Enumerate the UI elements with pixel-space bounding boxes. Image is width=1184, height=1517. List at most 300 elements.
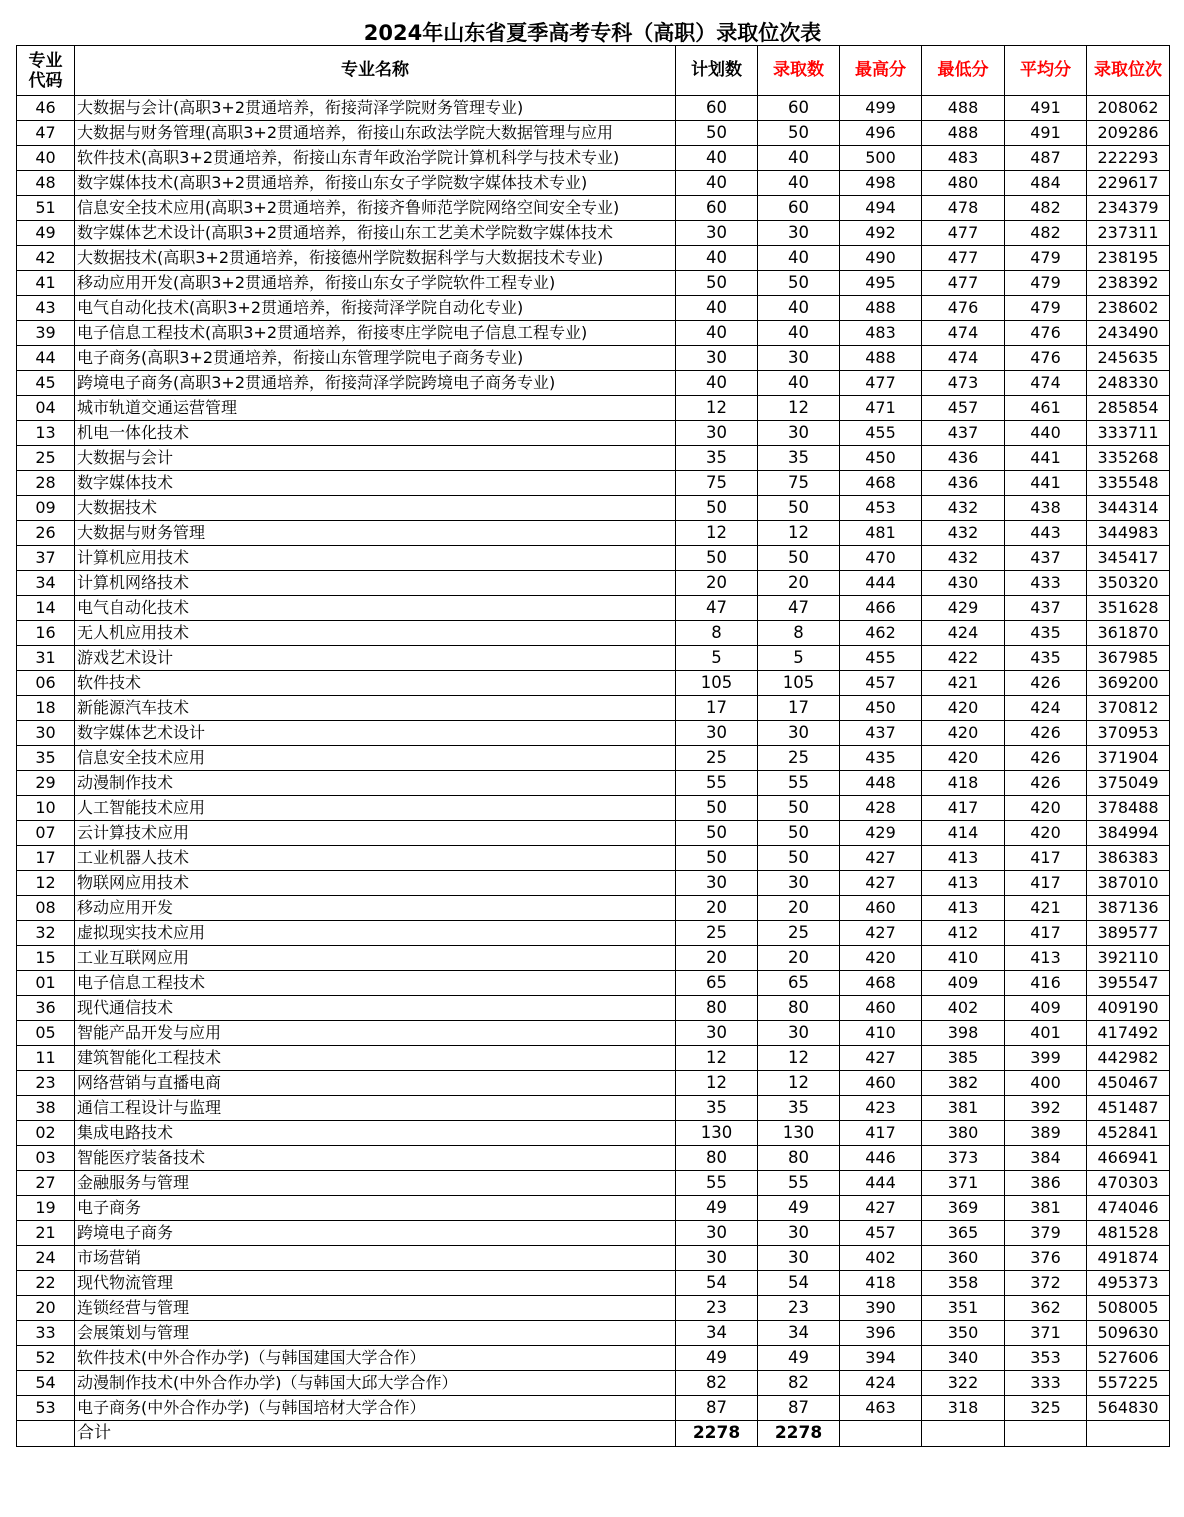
table-row (17, 121, 1170, 146)
name-cell: 数字媒体技术(高职3+2贯通培养，衔接山东女子学院数字媒体技术专业) (75, 171, 676, 196)
plan-cell: 50 (676, 546, 758, 571)
min-score-cell: 382 (922, 1071, 1005, 1096)
admitted-cell: 34 (758, 1321, 840, 1346)
min-score-cell: 436 (922, 471, 1005, 496)
table-row (17, 546, 1170, 571)
min-score-cell: 488 (922, 96, 1005, 121)
max-score-cell: 453 (840, 496, 922, 521)
max-score-cell: 448 (840, 771, 922, 796)
header-rank: 录取位次 (1087, 46, 1170, 96)
rank-cell: 238392 (1087, 271, 1170, 296)
total-label: 合计 (75, 1421, 676, 1447)
table-row (17, 271, 1170, 296)
plan-cell: 30 (676, 1221, 758, 1246)
avg-score-cell: 409 (1005, 996, 1087, 1021)
header-code-line1: 专业 (28, 50, 63, 71)
rank-cell: 229617 (1087, 171, 1170, 196)
avg-score-cell: 424 (1005, 696, 1087, 721)
code-cell: 03 (17, 1146, 75, 1171)
name-cell: 集成电路技术 (75, 1121, 676, 1146)
plan-cell: 30 (676, 221, 758, 246)
table-row (17, 446, 1170, 471)
min-score-cell: 474 (922, 321, 1005, 346)
name-cell: 物联网应用技术 (75, 871, 676, 896)
code-cell: 33 (17, 1321, 75, 1346)
max-score-cell: 477 (840, 371, 922, 396)
page-title: 2024年山东省夏季高考专科（高职）录取位次表 (363, 21, 822, 45)
min-score-cell: 358 (922, 1271, 1005, 1296)
max-score-cell: 455 (840, 421, 922, 446)
header-code-line2: 代码 (28, 70, 63, 91)
total-max-cell (840, 1421, 922, 1447)
max-score-cell: 427 (840, 871, 922, 896)
max-score-cell: 488 (840, 296, 922, 321)
min-score-cell: 432 (922, 546, 1005, 571)
min-score-cell: 373 (922, 1146, 1005, 1171)
table-row (17, 321, 1170, 346)
avg-score-cell: 479 (1005, 271, 1087, 296)
code-cell: 16 (17, 621, 75, 646)
rank-cell: 452841 (1087, 1121, 1170, 1146)
plan-cell: 80 (676, 1146, 758, 1171)
rank-cell: 350320 (1087, 571, 1170, 596)
max-score-cell: 468 (840, 971, 922, 996)
code-cell: 25 (17, 446, 75, 471)
plan-cell: 30 (676, 1021, 758, 1046)
avg-score-cell: 384 (1005, 1146, 1087, 1171)
admitted-cell: 12 (758, 1046, 840, 1071)
min-score-cell: 424 (922, 621, 1005, 646)
avg-score-cell: 441 (1005, 471, 1087, 496)
admitted-cell: 30 (758, 346, 840, 371)
min-score-cell: 351 (922, 1296, 1005, 1321)
plan-cell: 25 (676, 746, 758, 771)
admitted-cell: 25 (758, 746, 840, 771)
avg-score-cell: 482 (1005, 196, 1087, 221)
rank-cell: 470303 (1087, 1171, 1170, 1196)
table-row (17, 171, 1170, 196)
code-cell: 10 (17, 796, 75, 821)
header-code (17, 46, 75, 96)
code-cell: 13 (17, 421, 75, 446)
rank-cell: 345417 (1087, 546, 1170, 571)
plan-cell: 50 (676, 821, 758, 846)
name-cell: 移动应用开发 (75, 896, 676, 921)
max-score-cell: 490 (840, 246, 922, 271)
name-cell: 移动应用开发(高职3+2贯通培养，衔接山东女子学院软件工程专业) (75, 271, 676, 296)
admitted-cell: 35 (758, 446, 840, 471)
max-score-cell: 420 (840, 946, 922, 971)
code-cell: 54 (17, 1371, 75, 1396)
admitted-cell: 50 (758, 821, 840, 846)
code-cell: 52 (17, 1346, 75, 1371)
name-cell: 计算机应用技术 (75, 546, 676, 571)
max-score-cell: 424 (840, 1371, 922, 1396)
name-cell: 虚拟现实技术应用 (75, 921, 676, 946)
plan-cell: 40 (676, 171, 758, 196)
plan-cell: 12 (676, 1046, 758, 1071)
header-plan: 计划数 (676, 46, 758, 96)
plan-cell: 17 (676, 696, 758, 721)
code-cell: 38 (17, 1096, 75, 1121)
plan-cell: 55 (676, 771, 758, 796)
avg-score-cell: 333 (1005, 1371, 1087, 1396)
max-score-cell: 496 (840, 121, 922, 146)
admitted-cell: 80 (758, 996, 840, 1021)
name-cell: 动漫制作技术 (75, 771, 676, 796)
plan-cell: 12 (676, 521, 758, 546)
code-cell: 12 (17, 871, 75, 896)
admitted-cell: 55 (758, 1171, 840, 1196)
min-score-cell: 478 (922, 196, 1005, 221)
rank-cell: 392110 (1087, 946, 1170, 971)
rank-cell: 234379 (1087, 196, 1170, 221)
plan-cell: 34 (676, 1321, 758, 1346)
avg-score-cell: 482 (1005, 221, 1087, 246)
plan-cell: 23 (676, 1296, 758, 1321)
total-row (17, 1421, 1170, 1447)
plan-cell: 65 (676, 971, 758, 996)
table-row (17, 1296, 1170, 1321)
max-score-cell: 455 (840, 646, 922, 671)
code-cell: 49 (17, 221, 75, 246)
max-score-cell: 450 (840, 446, 922, 471)
code-cell: 11 (17, 1046, 75, 1071)
rank-cell: 450467 (1087, 1071, 1170, 1096)
rank-cell: 243490 (1087, 321, 1170, 346)
plan-cell: 8 (676, 621, 758, 646)
min-score-cell: 476 (922, 296, 1005, 321)
name-cell: 游戏艺术设计 (75, 646, 676, 671)
admitted-cell: 105 (758, 671, 840, 696)
min-score-cell: 457 (922, 396, 1005, 421)
rank-cell: 451487 (1087, 1096, 1170, 1121)
table-row (17, 1271, 1170, 1296)
table-row (17, 1246, 1170, 1271)
min-score-cell: 420 (922, 721, 1005, 746)
admitted-cell: 49 (758, 1346, 840, 1371)
name-cell: 智能医疗装备技术 (75, 1146, 676, 1171)
code-cell: 24 (17, 1246, 75, 1271)
plan-cell: 49 (676, 1346, 758, 1371)
min-score-cell: 488 (922, 121, 1005, 146)
max-score-cell: 410 (840, 1021, 922, 1046)
rank-cell: 527606 (1087, 1346, 1170, 1371)
name-cell: 数字媒体艺术设计(高职3+2贯通培养，衔接山东工艺美术学院数字媒体技术 (75, 221, 676, 246)
avg-score-cell: 379 (1005, 1221, 1087, 1246)
avg-score-cell: 441 (1005, 446, 1087, 471)
plan-cell: 30 (676, 721, 758, 746)
avg-score-cell: 443 (1005, 521, 1087, 546)
min-score-cell: 365 (922, 1221, 1005, 1246)
code-cell: 31 (17, 646, 75, 671)
table-row (17, 821, 1170, 846)
table-row (17, 996, 1170, 1021)
admitted-cell: 5 (758, 646, 840, 671)
admitted-cell: 75 (758, 471, 840, 496)
code-cell: 07 (17, 821, 75, 846)
max-score-cell: 444 (840, 571, 922, 596)
admitted-cell: 30 (758, 871, 840, 896)
min-score-cell: 371 (922, 1171, 1005, 1196)
max-score-cell: 499 (840, 96, 922, 121)
code-cell: 41 (17, 271, 75, 296)
admitted-cell: 12 (758, 521, 840, 546)
min-score-cell: 477 (922, 246, 1005, 271)
avg-score-cell: 386 (1005, 1171, 1087, 1196)
max-score-cell: 495 (840, 271, 922, 296)
rank-cell: 495373 (1087, 1271, 1170, 1296)
min-score-cell: 421 (922, 671, 1005, 696)
code-cell: 39 (17, 321, 75, 346)
code-cell: 42 (17, 246, 75, 271)
admitted-cell: 50 (758, 796, 840, 821)
admitted-cell: 20 (758, 571, 840, 596)
max-score-cell: 462 (840, 621, 922, 646)
avg-score-cell: 461 (1005, 396, 1087, 421)
avg-score-cell: 421 (1005, 896, 1087, 921)
admitted-cell: 60 (758, 196, 840, 221)
name-cell: 连锁经营与管理 (75, 1296, 676, 1321)
name-cell: 软件技术(高职3+2贯通培养，衔接山东青年政治学院计算机科学与技术专业) (75, 146, 676, 171)
max-score-cell: 494 (840, 196, 922, 221)
table-row (17, 96, 1170, 121)
admitted-cell: 20 (758, 946, 840, 971)
table-row (17, 946, 1170, 971)
table-row (17, 921, 1170, 946)
plan-cell: 105 (676, 671, 758, 696)
min-score-cell: 420 (922, 746, 1005, 771)
max-score-cell: 427 (840, 921, 922, 946)
rank-cell: 466941 (1087, 1146, 1170, 1171)
name-cell: 电子信息工程技术(高职3+2贯通培养，衔接枣庄学院电子信息工程专业) (75, 321, 676, 346)
table-row (17, 421, 1170, 446)
code-cell: 27 (17, 1171, 75, 1196)
code-cell: 01 (17, 971, 75, 996)
name-cell: 市场营销 (75, 1246, 676, 1271)
name-cell: 人工智能技术应用 (75, 796, 676, 821)
max-score-cell: 468 (840, 471, 922, 496)
plan-cell: 82 (676, 1371, 758, 1396)
min-score-cell: 420 (922, 696, 1005, 721)
max-score-cell: 427 (840, 846, 922, 871)
avg-score-cell: 479 (1005, 296, 1087, 321)
avg-score-cell: 420 (1005, 796, 1087, 821)
name-cell: 信息安全技术应用 (75, 746, 676, 771)
min-score-cell: 360 (922, 1246, 1005, 1271)
avg-score-cell: 435 (1005, 646, 1087, 671)
table-row (17, 771, 1170, 796)
avg-score-cell: 426 (1005, 746, 1087, 771)
name-cell: 工业机器人技术 (75, 846, 676, 871)
avg-score-cell: 438 (1005, 496, 1087, 521)
min-score-cell: 385 (922, 1046, 1005, 1071)
name-cell: 电子商务(高职3+2贯通培养，衔接山东管理学院电子商务专业) (75, 346, 676, 371)
name-cell: 建筑智能化工程技术 (75, 1046, 676, 1071)
name-cell: 软件技术 (75, 671, 676, 696)
code-cell: 05 (17, 1021, 75, 1046)
plan-cell: 54 (676, 1271, 758, 1296)
min-score-cell: 413 (922, 896, 1005, 921)
max-score-cell: 417 (840, 1121, 922, 1146)
table-row (17, 1396, 1170, 1421)
code-cell: 26 (17, 521, 75, 546)
avg-score-cell: 474 (1005, 371, 1087, 396)
rank-cell: 237311 (1087, 221, 1170, 246)
avg-score-cell: 376 (1005, 1246, 1087, 1271)
table-row (17, 496, 1170, 521)
total-code-cell (17, 1421, 75, 1447)
min-score-cell: 322 (922, 1371, 1005, 1396)
name-cell: 工业互联网应用 (75, 946, 676, 971)
avg-score-cell: 389 (1005, 1121, 1087, 1146)
avg-score-cell: 491 (1005, 96, 1087, 121)
min-score-cell: 437 (922, 421, 1005, 446)
rank-cell: 442982 (1087, 1046, 1170, 1071)
admitted-cell: 8 (758, 621, 840, 646)
table-row (17, 796, 1170, 821)
rank-cell: 386383 (1087, 846, 1170, 871)
table-row (17, 1221, 1170, 1246)
rank-cell: 417492 (1087, 1021, 1170, 1046)
table-row (17, 971, 1170, 996)
plan-cell: 130 (676, 1121, 758, 1146)
code-cell: 30 (17, 721, 75, 746)
max-score-cell: 500 (840, 146, 922, 171)
max-score-cell: 402 (840, 1246, 922, 1271)
rank-cell: 335268 (1087, 446, 1170, 471)
rank-cell: 387136 (1087, 896, 1170, 921)
table-row (17, 146, 1170, 171)
code-cell: 06 (17, 671, 75, 696)
avg-score-cell: 401 (1005, 1021, 1087, 1046)
code-cell: 28 (17, 471, 75, 496)
min-score-cell: 409 (922, 971, 1005, 996)
name-cell: 动漫制作技术(中外合作办学)（与韩国大邱大学合作） (75, 1371, 676, 1396)
avg-score-cell: 476 (1005, 346, 1087, 371)
total-rank-cell (1087, 1421, 1170, 1447)
max-score-cell: 428 (840, 796, 922, 821)
admitted-cell: 130 (758, 1121, 840, 1146)
avg-score-cell: 487 (1005, 146, 1087, 171)
admitted-cell: 40 (758, 296, 840, 321)
code-cell: 09 (17, 496, 75, 521)
plan-cell: 40 (676, 246, 758, 271)
name-cell: 大数据与财务管理(高职3+2贯通培养，衔接山东政法学院大数据管理与应用 (75, 121, 676, 146)
max-score-cell: 460 (840, 896, 922, 921)
rank-cell: 245635 (1087, 346, 1170, 371)
rank-cell: 378488 (1087, 796, 1170, 821)
name-cell: 现代物流管理 (75, 1271, 676, 1296)
name-cell: 计算机网络技术 (75, 571, 676, 596)
name-cell: 云计算技术应用 (75, 821, 676, 846)
rank-cell: 344314 (1087, 496, 1170, 521)
name-cell: 大数据与会计 (75, 446, 676, 471)
total-plan: 2278 (676, 1421, 758, 1447)
code-cell: 46 (17, 96, 75, 121)
code-cell: 08 (17, 896, 75, 921)
plan-cell: 30 (676, 871, 758, 896)
min-score-cell: 477 (922, 221, 1005, 246)
code-cell: 14 (17, 596, 75, 621)
rank-cell: 222293 (1087, 146, 1170, 171)
code-cell: 53 (17, 1396, 75, 1421)
rank-cell: 387010 (1087, 871, 1170, 896)
rank-cell: 371904 (1087, 746, 1170, 771)
min-score-cell: 350 (922, 1321, 1005, 1346)
code-cell: 47 (17, 121, 75, 146)
name-cell: 现代通信技术 (75, 996, 676, 1021)
admitted-cell: 30 (758, 1246, 840, 1271)
rank-cell: 238195 (1087, 246, 1170, 271)
admitted-cell: 23 (758, 1296, 840, 1321)
avg-score-cell: 353 (1005, 1346, 1087, 1371)
admitted-cell: 40 (758, 371, 840, 396)
min-score-cell: 436 (922, 446, 1005, 471)
rank-cell: 361870 (1087, 621, 1170, 646)
max-score-cell: 483 (840, 321, 922, 346)
avg-score-cell: 426 (1005, 771, 1087, 796)
name-cell: 软件技术(中外合作办学)（与韩国建国大学合作） (75, 1346, 676, 1371)
code-cell: 20 (17, 1296, 75, 1321)
code-cell: 02 (17, 1121, 75, 1146)
header-min: 最低分 (922, 46, 1005, 96)
code-cell: 35 (17, 746, 75, 771)
max-score-cell: 427 (840, 1196, 922, 1221)
name-cell: 大数据与会计(高职3+2贯通培养，衔接菏泽学院财务管理专业) (75, 96, 676, 121)
plan-cell: 35 (676, 446, 758, 471)
plan-cell: 50 (676, 121, 758, 146)
max-score-cell: 466 (840, 596, 922, 621)
table-row (17, 1171, 1170, 1196)
header-max: 最高分 (840, 46, 922, 96)
plan-cell: 30 (676, 1246, 758, 1271)
rank-cell: 409190 (1087, 996, 1170, 1021)
admitted-cell: 20 (758, 896, 840, 921)
table-row (17, 746, 1170, 771)
avg-score-cell: 476 (1005, 321, 1087, 346)
name-cell: 电子商务 (75, 1196, 676, 1221)
table-row (17, 621, 1170, 646)
rank-cell: 370953 (1087, 721, 1170, 746)
min-score-cell: 432 (922, 496, 1005, 521)
avg-score-cell: 440 (1005, 421, 1087, 446)
plan-cell: 5 (676, 646, 758, 671)
avg-score-cell: 484 (1005, 171, 1087, 196)
max-score-cell: 429 (840, 821, 922, 846)
max-score-cell: 488 (840, 346, 922, 371)
admitted-cell: 40 (758, 246, 840, 271)
avg-score-cell: 437 (1005, 596, 1087, 621)
avg-score-cell: 325 (1005, 1396, 1087, 1421)
admitted-cell: 50 (758, 546, 840, 571)
plan-cell: 35 (676, 1096, 758, 1121)
plan-cell: 50 (676, 271, 758, 296)
avg-score-cell: 372 (1005, 1271, 1087, 1296)
code-cell: 18 (17, 696, 75, 721)
name-cell: 智能产品开发与应用 (75, 1021, 676, 1046)
plan-cell: 47 (676, 596, 758, 621)
admitted-cell: 65 (758, 971, 840, 996)
avg-score-cell: 413 (1005, 946, 1087, 971)
min-score-cell: 417 (922, 796, 1005, 821)
admission-table (16, 45, 1170, 1447)
admitted-cell: 82 (758, 1371, 840, 1396)
min-score-cell: 412 (922, 921, 1005, 946)
rank-cell: 285854 (1087, 396, 1170, 421)
table-row (17, 596, 1170, 621)
table-row (17, 721, 1170, 746)
